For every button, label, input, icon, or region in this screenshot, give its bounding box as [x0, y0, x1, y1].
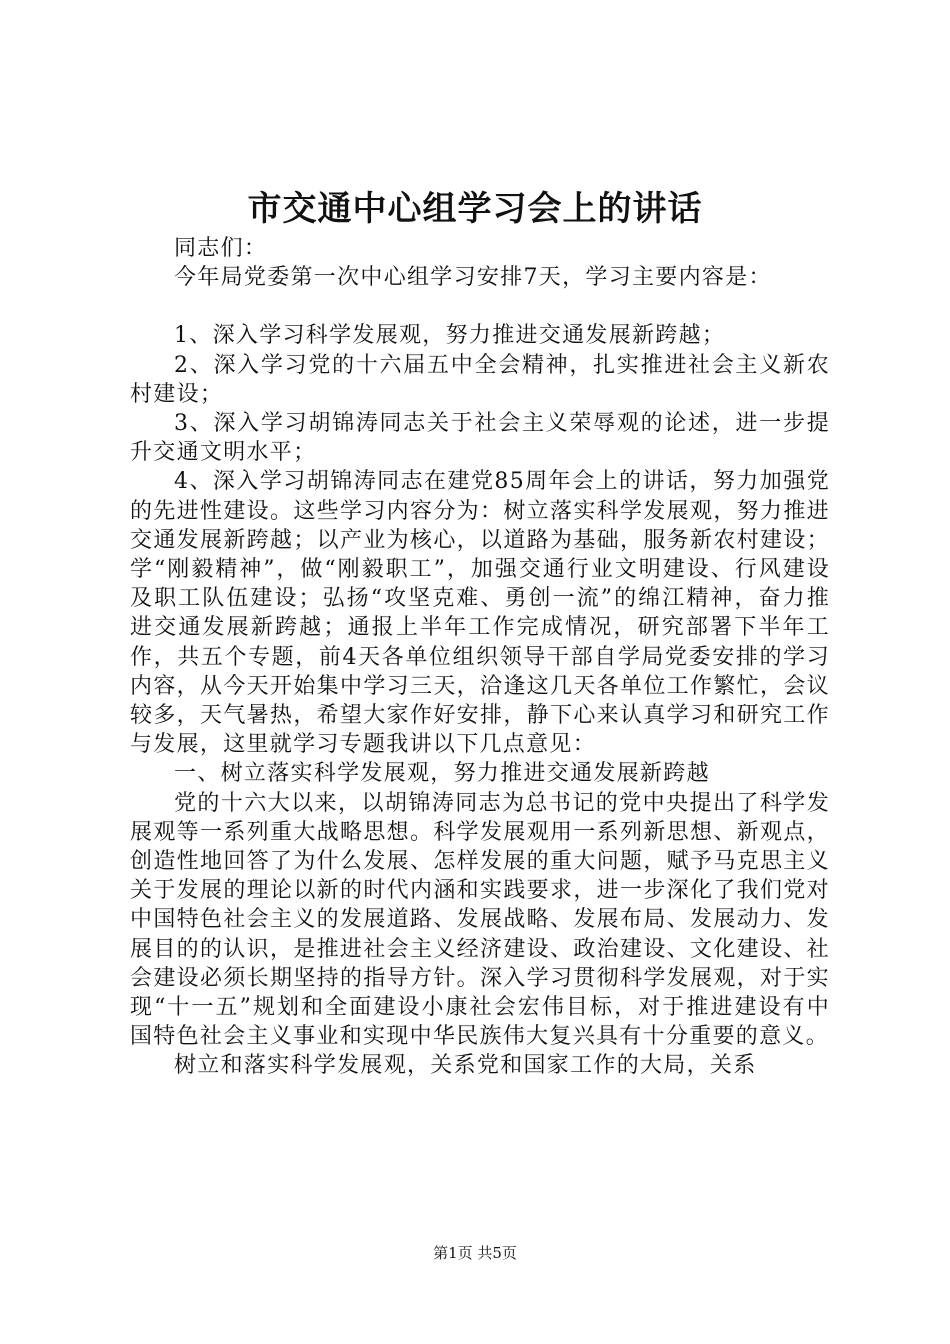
list-item-2: 2、深入学习党的十六届五中全会精神，扎实推进社会主义新农村建设； — [130, 352, 830, 407]
body-paragraph: 党的十六大以来，以胡锦涛同志为总书记的党中央提出了科学发展观等一系列重大战略思想。科学发展观用一系列新思想、新观点，创造性地回答了为什么发展、怎样发展的重大问题，赋予马克思主义关于发展的理论以新的时代内涵和实践要求，进一步深化了我们党对中国特色社会主义的发展道路、发展战略、发展布局、发展动力、发展目的的认识，是推进社会主义经济建设、政治建设、文化建设、社会建设必须长期坚持的指导方针。深入学习贯彻科学发展观，对于实现“十一五”规划和全面建设小康社会宏伟目标，对于推进建设有中国特色社会主义事业和实现中华民族伟大复兴具有十分重要的意义。 — [130, 790, 830, 1050]
page-footer: 第1页 共5页 — [433, 1244, 517, 1262]
document-body — [130, 234, 830, 1081]
document-title: 市交通中心组学习会上的讲话 — [247, 189, 703, 229]
list-item-4: 4、深入学习胡锦涛同志在建党85周年会上的讲话，努力加强党的先进性建设。这些学习内容分为：树立落实科学发展观，努力推进交通发展新跨越；以产业为核心，以道路为基础，服务新农村建设；学“刚毅精神”，做“刚毅职工”，加强交通行业文明建设、行风建设及职工队伍建设；弘扬“攻坚克难、勇创一流”的绵江精神，奋力推进交通发展新跨越；通报上半年工作完成情况，研究部署下半年工作，共五个专题，前4天各单位组织领导干部自学局党委安排的学习内容，从今天开始集中学习三天，洽逢这几天各单位工作繁忙，会议较多，天气暑热，希望大家作好安排，静下心来认真学习和研究工作与发展，这里就学习专题我讲以下几点意见： — [130, 469, 830, 758]
intro-paragraph: 今年局党委第一次中心组学习安排7天，学习主要内容是： — [174, 265, 772, 291]
list-item-1: 1、深入学习科学发展观，努力推进交通发展新跨越； — [174, 323, 726, 349]
list-item-3: 3、深入学习胡锦涛同志关于社会主义荣辱观的论述，进一步提升交通文明水平； — [130, 411, 830, 466]
salutation-paragraph: 同志们： — [174, 236, 268, 261]
section-heading-1: 一、树立落实科学发展观，努力推进交通发展新跨越 — [174, 761, 710, 787]
body-paragraph: 树立和落实科学发展观，关系党和国家工作的大局，关系 — [174, 1053, 757, 1079]
